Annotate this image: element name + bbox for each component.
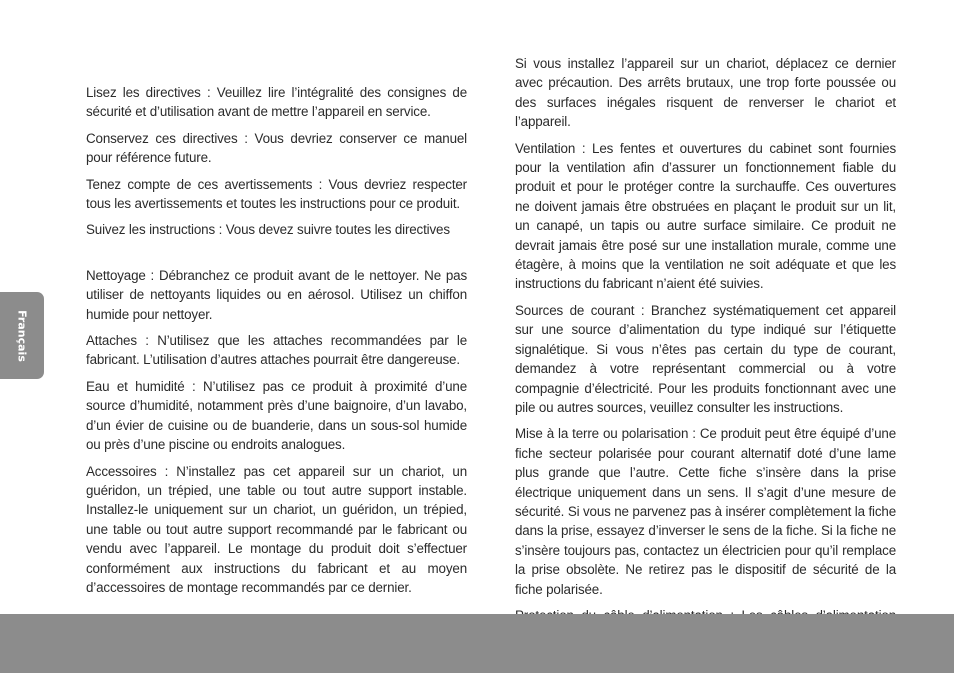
paragraph-read-directives: Lisez les directives : Veuillez lire l’intégralité des consignes de sécurité et d’utilisation avant de mettre l’appareil en service.: [86, 85, 467, 120]
footer-bar: [0, 614, 954, 673]
paragraph-attachments: Attaches : N’utilisez que les attaches recommandées par le fabricant. L’utilisation d’autres attaches pourrait être dangereuse.: [86, 333, 467, 368]
paragraph-power-sources: Sources de courant : Branchez systématiquement cet appareil sur une source d’alimentation du type indiqué sur l’étiquette signalétique. Si vous n’êtes pas certain du type de courant, demandez à votre représentant commercial ou à votre compagnie d’électricité. Pour les produits fonctionnant avec une pile ou autres sources, veuillez consulter les instructions.: [515, 302, 896, 415]
paragraph-cleaning: Nettoyage : Débranchez ce produit avant de le nettoyer. Ne pas utiliser de nettoyants liquides ou en aérosol. Utilisez un chiffon humide pour nettoyer.: [86, 267, 467, 322]
paragraph-water-moisture: Eau et humidité : N’utilisez pas ce produit à proximité d’une source d’humidité, notamment près d’une baignoire, d’un lavabo, d’un évier de cuisine ou de buanderie, dans un sous-sol humide ou près d’une piscine ou endroits analogues.: [86, 378, 467, 453]
left-column: [86, 83, 467, 604]
paragraph-keep-directives: Conservez ces directives : Vous devriez conserver ce manuel pour référence future.: [86, 130, 467, 166]
paragraph-accessories: Accessoires : N’installez pas cet appareil sur un chariot, un guéridon, un trépied, une table ou tout autre support instable. Installez-le uniquement sur un chariot, un guéridon, un trépied, une table ou tout autre support recommandé par le fabricant ou vendu avec l’appareil. Le montage du produit doit s’effectuer conformément aux instructions du fabricant et au moyen d’accessoires de montage recommandés par ce dernier.: [86, 463, 467, 595]
paragraph-ventilation: Ventilation : Les fentes et ouvertures du cabinet sont fournies pour la ventilation afin d’assurer un fonctionnement fiable du produit et pour le protéger contre la surchauffe. Ces ouvertures ne doivent jamais être obstruées en plaçant le produit sur un lit, un canapé, un tapis ou autre surface similaire. Ce produit ne devrait jamais être posé sur une installation murale, comme une étagère, à moins que la ventilation ne soit adéquate et que les instructions du fabricant n’aient été suivies.: [515, 140, 896, 292]
language-tab-label: Français: [15, 309, 29, 362]
paragraph-follow-instructions: Suivez les instructions : Vous devez suivre toutes les directives: [86, 222, 450, 238]
paragraph-gap: [86, 247, 467, 266]
paragraph-cart: Si vous installez l’appareil sur un chariot, déplacez ce dernier avec précaution. Des arrêts brutaux, une trop forte poussée ou des surfaces inégales risquent de renverser le chariot et l’appareil.: [515, 56, 896, 130]
paragraph-grounding: Mise à la terre ou polarisation : Ce produit peut être équipé d’une fiche secteur polarisée pour courant alternatif doté d’une lame plus grande que l’autre. Cette fiche s’insère dans la prise électrique uniquement dans un sens. Il s’agit d’une mesure de sécurité. Si vous ne parvenez pas à insérer complètement la fiche dans la prise, essayez d’inverser le sens de la fiche. Si la fiche ne s’insère toujours pas, contactez un électricien pour qu’il remplace la prise obsolète. Ne retirez pas le dispositif de sécurité de la fiche polarisée.: [515, 426, 897, 597]
language-tab: [0, 292, 44, 379]
paragraph-heed-warnings: Tenez compte de ces avertissements : Vous devriez respecter tous les avertissements et toutes les instructions pour ce produit.: [86, 176, 467, 212]
right-column: [515, 54, 896, 671]
